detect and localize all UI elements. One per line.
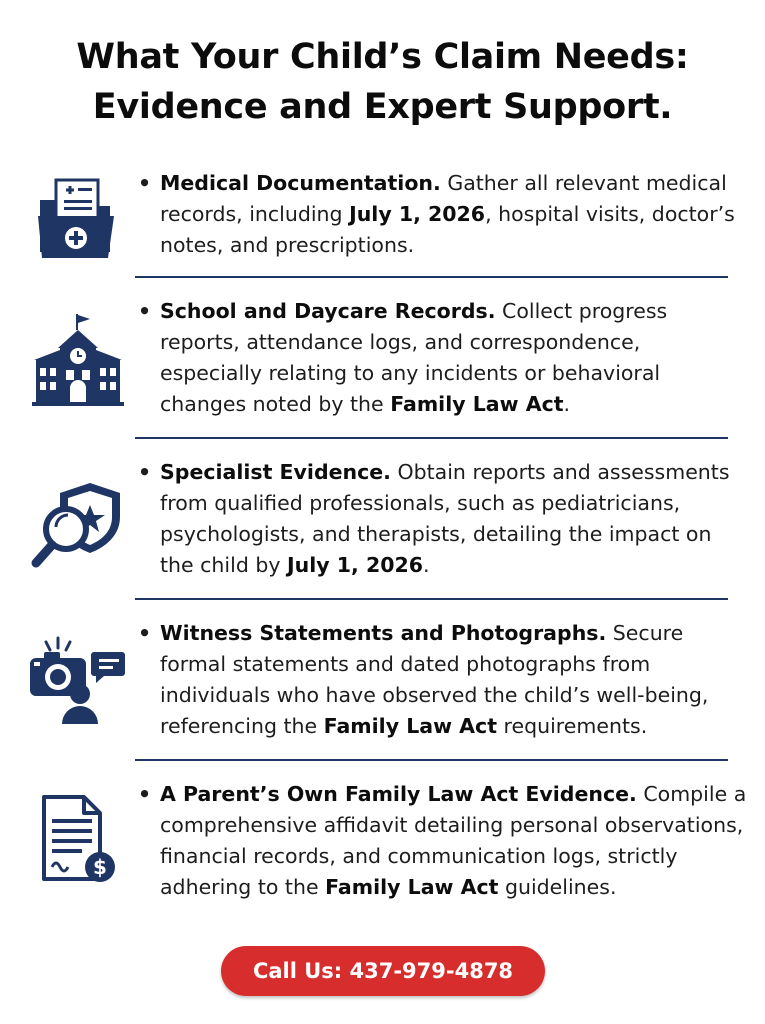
section-body-part: guidelines. [498, 875, 617, 899]
medical-folder-icon [28, 170, 128, 270]
bullet: • [138, 460, 152, 484]
section-text [138, 779, 748, 903]
divider [135, 276, 728, 278]
section-heading: A Parent’s Own Family Law Act Evidence. [160, 782, 637, 806]
svg-text:$: $ [93, 855, 107, 879]
section-body-part: Gather all relevant medical records, including [160, 171, 727, 226]
magnifier-shield-icon [28, 477, 128, 577]
call-us-button[interactable]: Call Us: 437-979-4878 [221, 946, 545, 996]
camera-witness-icon [28, 632, 128, 732]
section-body-emphasis: July 1, 2026 [287, 553, 424, 577]
section-body-part: Secure formal statements and dated photographs from individuals who have observed the child’s well-being, referencing the [160, 621, 709, 738]
section-text [138, 457, 748, 581]
section-body-part: Collect progress reports, attendance logs, and correspondence, especially relating to any incidents or behavioral changes noted by the [160, 299, 668, 416]
divider [135, 598, 728, 600]
divider [135, 759, 728, 761]
section-body-part: Compile a comprehensive affidavit detailing personal observations, financial records, and communication logs, strictly adhering to the [160, 782, 747, 899]
bullet: • [138, 621, 152, 645]
document-dollar-icon [28, 793, 128, 893]
section-heading: Medical Documentation. [160, 171, 441, 195]
section-text [138, 168, 748, 261]
section-body-emphasis: July 1, 2026 [349, 202, 486, 226]
bullet: • [138, 171, 152, 195]
school-building-icon [28, 312, 128, 412]
section-body-emphasis: Family Law Act [323, 714, 497, 738]
section-body-part: , hospital visits, doctor’s notes, and prescriptions. [160, 202, 735, 257]
section-body-part: . [563, 392, 571, 416]
title-line-1: What Your Child’s Claim Needs: [76, 37, 689, 77]
section-text [138, 618, 748, 742]
section-heading: Specialist Evidence. [160, 460, 391, 484]
section-body-emphasis: Family Law Act [390, 392, 564, 416]
section-text [138, 296, 748, 420]
bullet: • [138, 782, 152, 806]
title-line-2: Evidence and Expert Support. [92, 87, 673, 127]
section-heading: Witness Statements and Photographs. [160, 621, 607, 645]
section-heading: School and Daycare Records. [160, 299, 496, 323]
page-title [0, 32, 765, 132]
section-body-part: . [423, 553, 430, 577]
bullet: • [138, 299, 152, 323]
divider [135, 437, 728, 439]
section-body-part: requirements. [497, 714, 648, 738]
section-body-part: Obtain reports and assessments from qualified professionals, such as pediatricians, psychologists, and therapists, detailing the impact on the child by [160, 460, 730, 577]
section-body-emphasis: Family Law Act [325, 875, 499, 899]
